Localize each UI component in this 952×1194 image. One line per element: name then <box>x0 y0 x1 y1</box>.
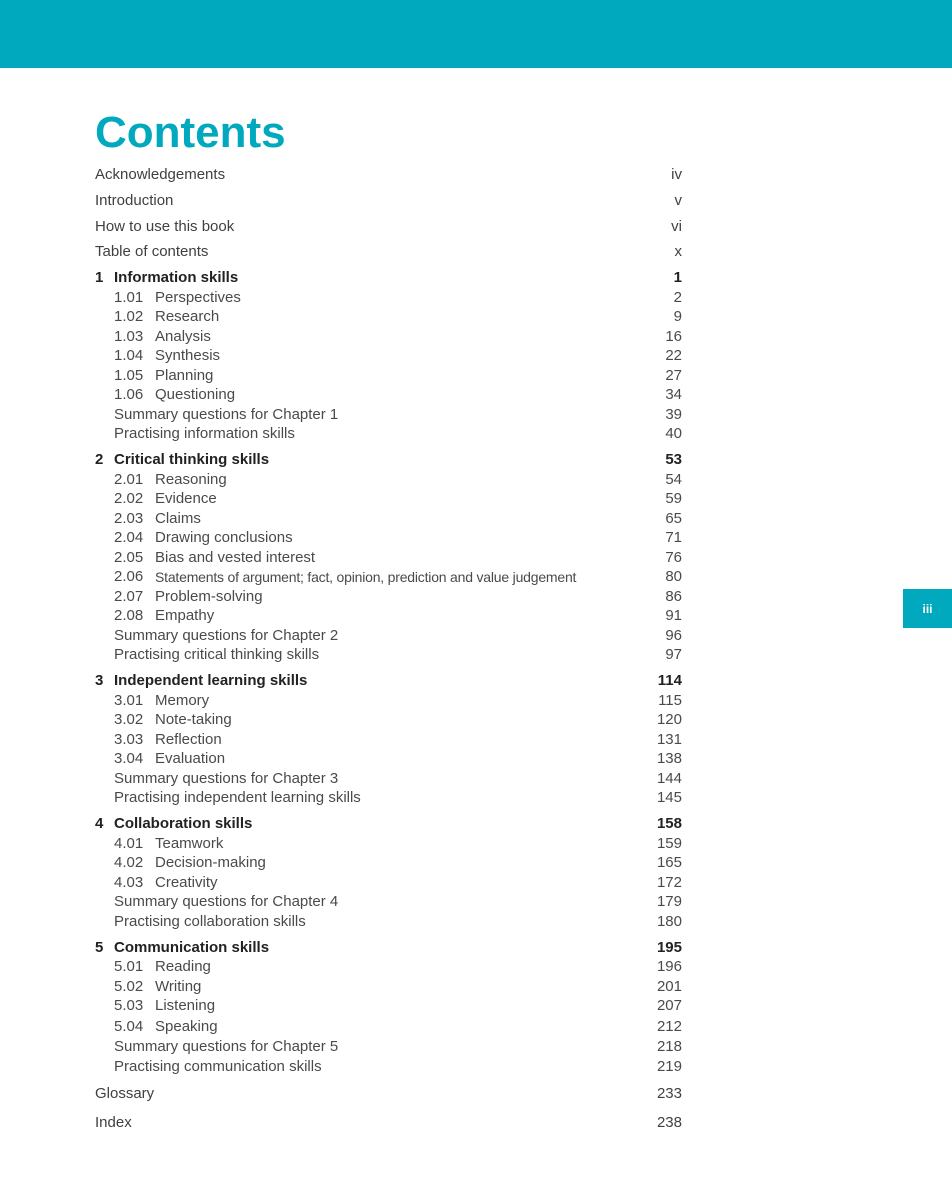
section-page: 131 <box>656 731 682 748</box>
section-page: 71 <box>665 529 682 546</box>
toc-entry-label: Introduction <box>95 192 174 209</box>
toc-practising[interactable] <box>114 1057 682 1077</box>
section-number: 1.05 <box>114 367 144 384</box>
chapter-number: 2 <box>95 451 104 468</box>
toc-section[interactable] <box>114 327 682 347</box>
toc-entry-page: 97 <box>665 646 682 663</box>
section-number: 1.04 <box>114 347 144 364</box>
toc-section[interactable] <box>114 977 682 997</box>
chapter-page: 53 <box>665 451 682 468</box>
chapter-number: 5 <box>95 939 104 956</box>
toc-section[interactable] <box>114 957 682 977</box>
toc-chapter-4[interactable] <box>95 814 682 834</box>
section-page: 91 <box>665 607 682 624</box>
chapter-title: Information skills <box>114 269 239 286</box>
toc-entry-label: Glossary <box>95 1085 155 1102</box>
chapter-title: Communication skills <box>114 939 270 956</box>
section-title: Questioning <box>155 386 236 403</box>
toc-entry-index[interactable] <box>95 1113 682 1133</box>
toc-section[interactable] <box>114 996 682 1016</box>
section-title: Teamwork <box>155 835 224 852</box>
section-title: Decision-making <box>155 854 266 871</box>
section-number: 2.02 <box>114 490 144 507</box>
section-title: Synthesis <box>155 347 221 364</box>
section-page: 76 <box>665 549 682 566</box>
section-page: 54 <box>665 471 682 488</box>
section-number: 1.03 <box>114 328 144 345</box>
toc-entry-label: Practising information skills <box>114 425 295 442</box>
toc-section[interactable] <box>114 470 682 490</box>
toc-entry-page: 39 <box>665 406 682 423</box>
toc-section[interactable] <box>114 548 682 568</box>
section-number: 2.03 <box>114 510 144 527</box>
chapter-page: 195 <box>656 939 682 956</box>
section-title: Reading <box>155 958 211 975</box>
toc-summary-questions[interactable] <box>114 405 682 425</box>
section-page: 2 <box>673 289 682 306</box>
chapter-number: 4 <box>95 815 104 832</box>
section-page: 86 <box>665 588 682 605</box>
chapter-title: Independent learning skills <box>114 672 308 689</box>
section-number: 3.04 <box>114 750 144 767</box>
toc-entry-how-to-use[interactable] <box>95 217 682 237</box>
toc-summary-questions[interactable] <box>114 1037 682 1057</box>
toc-section[interactable] <box>114 307 682 327</box>
section-number: 2.01 <box>114 471 144 488</box>
toc-section[interactable] <box>114 834 682 854</box>
toc-entry-label: Practising critical thinking skills <box>114 646 320 663</box>
toc-entry-label: Acknowledgements <box>95 166 226 183</box>
toc-entry-label: Summary questions for Chapter 4 <box>114 893 339 910</box>
section-page: 115 <box>658 692 682 709</box>
toc-section[interactable] <box>114 489 682 509</box>
section-page: 172 <box>656 874 682 891</box>
toc-entry-label: Table of contents <box>95 243 209 260</box>
chapter-number: 1 <box>95 269 104 286</box>
toc-section[interactable] <box>114 567 682 587</box>
toc-section[interactable] <box>114 385 682 405</box>
toc-entry-label: Practising collaboration skills <box>114 913 306 930</box>
toc-entry-label: Summary questions for Chapter 5 <box>114 1038 339 1055</box>
chapter-page: 1 <box>673 269 682 286</box>
toc-entry-page: 96 <box>665 627 682 644</box>
section-title: Drawing conclusions <box>155 529 293 546</box>
section-title: Writing <box>155 978 202 995</box>
chapter-page: 158 <box>656 815 682 832</box>
section-title: Speaking <box>155 1018 218 1035</box>
toc-entry-page: 179 <box>656 893 682 910</box>
toc-practising[interactable] <box>114 788 682 808</box>
section-title: Empathy <box>155 607 215 624</box>
chapter-page: 114 <box>657 672 682 689</box>
section-page: 65 <box>665 510 682 527</box>
toc-practising[interactable] <box>114 645 682 665</box>
toc-entry-page: vi <box>671 218 682 235</box>
toc-section[interactable] <box>114 366 682 386</box>
toc-entry-introduction[interactable] <box>95 191 682 211</box>
toc-section[interactable] <box>114 509 682 529</box>
section-title: Note-taking <box>155 711 232 728</box>
section-page: 34 <box>665 386 682 403</box>
toc-entry-page: 218 <box>656 1038 682 1055</box>
toc-section[interactable] <box>114 528 682 548</box>
section-number: 2.08 <box>114 607 144 624</box>
toc-entry-page: v <box>674 192 682 209</box>
section-number: 4.02 <box>114 854 144 871</box>
section-number: 3.02 <box>114 711 144 728</box>
toc-entry-label: Practising communication skills <box>114 1058 322 1075</box>
toc-entry-page: 40 <box>665 425 682 442</box>
toc-entry-table-of-contents[interactable] <box>95 242 682 262</box>
toc-section[interactable] <box>114 606 682 626</box>
toc-section[interactable] <box>114 288 682 308</box>
section-number: 3.03 <box>114 731 144 748</box>
section-number: 1.01 <box>114 289 144 306</box>
section-title: Bias and vested interest <box>155 549 316 566</box>
section-title: Planning <box>155 367 214 384</box>
section-page: 27 <box>665 367 682 384</box>
toc-section[interactable] <box>114 346 682 366</box>
section-number: 3.01 <box>114 692 144 709</box>
toc-entry-page: 219 <box>656 1058 682 1075</box>
section-page: 120 <box>656 711 682 728</box>
section-page: 138 <box>656 750 682 767</box>
section-number: 5.04 <box>114 1018 144 1035</box>
chapter-title: Critical thinking skills <box>114 451 270 468</box>
toc-section[interactable] <box>114 853 682 873</box>
toc-entry-page: iv <box>671 166 682 183</box>
section-title: Analysis <box>155 328 211 345</box>
section-page: 196 <box>656 958 682 975</box>
section-page: 22 <box>665 347 682 364</box>
toc-section[interactable] <box>114 873 682 893</box>
section-number: 2.05 <box>114 549 144 566</box>
toc-entry-page: 238 <box>656 1114 682 1131</box>
toc-practising[interactable] <box>114 424 682 444</box>
toc-chapter-3[interactable] <box>95 671 682 691</box>
section-page: 9 <box>673 308 682 325</box>
toc-entry-page: x <box>674 243 682 260</box>
toc-section[interactable] <box>114 1017 682 1037</box>
toc-entry-page: 145 <box>656 789 682 806</box>
toc-summary-questions[interactable] <box>114 769 682 789</box>
section-page: 159 <box>656 835 682 852</box>
toc-entry-label: How to use this book <box>95 218 235 235</box>
section-number: 1.06 <box>114 386 144 403</box>
toc-summary-questions[interactable] <box>114 626 682 646</box>
section-title: Evaluation <box>155 750 226 767</box>
toc-section[interactable] <box>114 691 682 711</box>
section-title: Creativity <box>155 874 218 891</box>
section-page: 16 <box>665 328 682 345</box>
section-page: 201 <box>656 978 682 995</box>
section-number: 1.02 <box>114 308 144 325</box>
section-number: 5.03 <box>114 997 144 1014</box>
page-number-tab: iii <box>903 589 952 628</box>
toc-entry-label: Index <box>95 1114 132 1131</box>
section-title: Problem-solving <box>155 588 263 605</box>
section-number: 4.03 <box>114 874 144 891</box>
toc-section[interactable] <box>114 710 682 730</box>
section-number: 4.01 <box>114 835 144 852</box>
section-title: Reasoning <box>155 471 227 488</box>
section-title: Reflection <box>155 731 222 748</box>
section-page: 80 <box>665 568 682 585</box>
page-title: Contents <box>95 108 286 157</box>
section-page: 207 <box>656 997 682 1014</box>
toc-section[interactable] <box>114 587 682 607</box>
toc-entry-glossary[interactable] <box>95 1084 682 1104</box>
section-page: 59 <box>665 490 682 507</box>
toc-entry-page: 233 <box>656 1085 682 1102</box>
chapter-title: Collaboration skills <box>114 815 253 832</box>
section-title: Listening <box>155 997 216 1014</box>
toc-chapter-5[interactable] <box>95 938 682 958</box>
toc-entry-page: 144 <box>656 770 682 787</box>
section-number: 5.02 <box>114 978 144 995</box>
toc-entry-label: Practising independent learning skills <box>114 789 361 806</box>
section-number: 2.04 <box>114 529 144 546</box>
section-title: Evidence <box>155 490 217 507</box>
section-number: 2.07 <box>114 588 144 605</box>
toc-chapter-2[interactable] <box>95 450 682 470</box>
section-number: 2.06 <box>114 568 144 585</box>
toc-section[interactable] <box>114 730 682 750</box>
toc-practising[interactable] <box>114 912 682 932</box>
chapter-number: 3 <box>95 672 104 689</box>
toc-entry-label: Summary questions for Chapter 2 <box>114 627 339 644</box>
section-title: Memory <box>155 692 210 709</box>
section-number: 5.01 <box>114 958 144 975</box>
toc-section[interactable] <box>114 749 682 769</box>
section-title: Claims <box>155 510 201 527</box>
toc-entry-page: 180 <box>656 913 682 930</box>
section-title: Statements of argument; fact, opinion, prediction and value judgement <box>155 569 577 585</box>
toc-chapter-1[interactable] <box>95 268 682 288</box>
toc-entry-label: Summary questions for Chapter 1 <box>114 406 339 423</box>
toc-entry-label: Summary questions for Chapter 3 <box>114 770 339 787</box>
section-page: 165 <box>656 854 682 871</box>
section-title: Perspectives <box>155 289 241 306</box>
toc-summary-questions[interactable] <box>114 892 682 912</box>
section-title: Research <box>155 308 220 325</box>
section-page: 212 <box>656 1018 682 1035</box>
toc-entry-acknowledgements[interactable] <box>95 165 682 185</box>
